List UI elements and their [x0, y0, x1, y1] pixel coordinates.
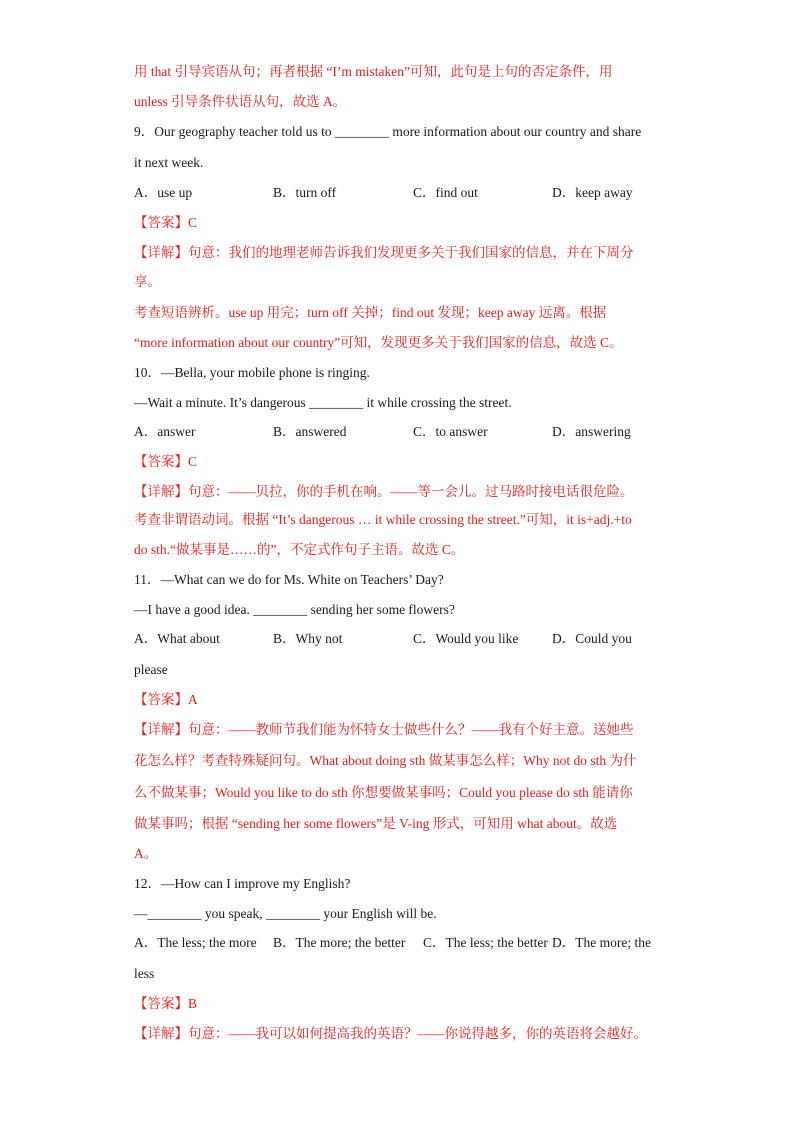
explanation-11: 么不做某事；Would you like to do sth 你想要做某事吗；Could you please do sth 能请你 — [134, 785, 633, 800]
question-11-stem: 11．—What can we do for Ms. White on Teachers’ Day? — [134, 572, 444, 587]
question-11-options — [134, 629, 694, 649]
explanation-11: A。 — [134, 846, 158, 861]
option-b: B．Why not — [273, 631, 343, 646]
explanation-line: 用 that 引导宾语从句；再者根据 “I’m mistaken”可知，此句是上句的否定条件，用 — [134, 64, 613, 79]
explanation-9: 考查短语辨析。use up 用完；turn off 关掉；find out 发现；keep away 远离。根据 — [134, 305, 607, 320]
explanation-line: unless 引导条件状语从句，故选 A。 — [134, 94, 347, 109]
option-b: B．The more; the better — [273, 935, 406, 950]
option-a: A．use up — [134, 185, 193, 200]
option-a: A．What about — [134, 631, 220, 646]
explanation-10: 【详解】句意：——贝拉，你的手机在响。——等一会儿。过马路时接电话很危险。 — [134, 484, 634, 499]
explanation-9: 享。 — [134, 274, 161, 289]
explanation-9: “more information about our country”可知，发现更多关于我们国家的信息，故选 C。 — [134, 335, 623, 350]
explanation-12: 【详解】句意：——我可以如何提高我的英语？——你说得越多，你的英语将会越好。 — [134, 1026, 647, 1041]
question-9-stem: 9．Our geography teacher told us to ________ more information about our country and share — [134, 124, 642, 139]
explanation-10: do sth.“做某事是……的”，不定式作句子主语。故选 C。 — [134, 542, 465, 557]
question-12-stem-cont: —________ you speak, ________ your English will be. — [134, 906, 437, 921]
question-10-stem-cont: —Wait a minute. It’s dangerous ________ it while crossing the street. — [134, 395, 512, 410]
question-10-options — [134, 422, 694, 442]
option-d-cont: less — [134, 966, 155, 981]
option-c: C．Would you like — [413, 631, 519, 646]
option-d: D．Could you — [552, 631, 632, 646]
explanation-10: 考查非谓语动词。根据 “It’s dangerous … it while crossing the street.”可知，it is+adj.+to — [134, 512, 632, 527]
option-c: C．to answer — [413, 424, 488, 439]
option-c: C．The less; the better — [423, 935, 548, 950]
question-11-stem-cont: —I have a good idea. ________ sending her some flowers? — [134, 602, 455, 617]
option-c: C．find out — [413, 185, 478, 200]
option-a: A．The less; the more — [134, 935, 257, 950]
explanation-11: 花怎么样？考查特殊疑问句。What about doing sth 做某事怎么样；Why not do sth 为什 — [134, 753, 637, 768]
question-10-stem: 10．—Bella, your mobile phone is ringing. — [134, 365, 370, 380]
answer-11: 【答案】A — [134, 692, 198, 707]
option-d: D．answering — [552, 424, 631, 439]
option-d-cont: please — [134, 662, 168, 677]
answer-10: 【答案】C — [134, 454, 198, 469]
explanation-9: 【详解】句意：我们的地理老师告诉我们发现更多关于我们国家的信息，并在下周分 — [134, 245, 634, 260]
option-b: B．answered — [273, 424, 347, 439]
option-d: D．The more; the — [552, 935, 651, 950]
question-9-stem-cont: it next week. — [134, 155, 204, 170]
option-d: D．keep away — [552, 185, 633, 200]
option-a: A．answer — [134, 424, 196, 439]
answer-12: 【答案】B — [134, 996, 198, 1011]
question-9-options — [134, 183, 694, 203]
option-b: B．turn off — [273, 185, 337, 200]
question-12-stem: 12．—How can I improve my English? — [134, 876, 351, 891]
question-12-options — [134, 933, 664, 953]
explanation-11: 做某事吗；根据 “sending her some flowers”是 V-ing 形式，可知用 what about。故选 — [134, 816, 618, 831]
answer-9: 【答案】C — [134, 215, 198, 230]
explanation-11: 【详解】句意：——教师节我们能为怀特女士做些什么？——我有个好主意。送她些 — [134, 722, 634, 737]
